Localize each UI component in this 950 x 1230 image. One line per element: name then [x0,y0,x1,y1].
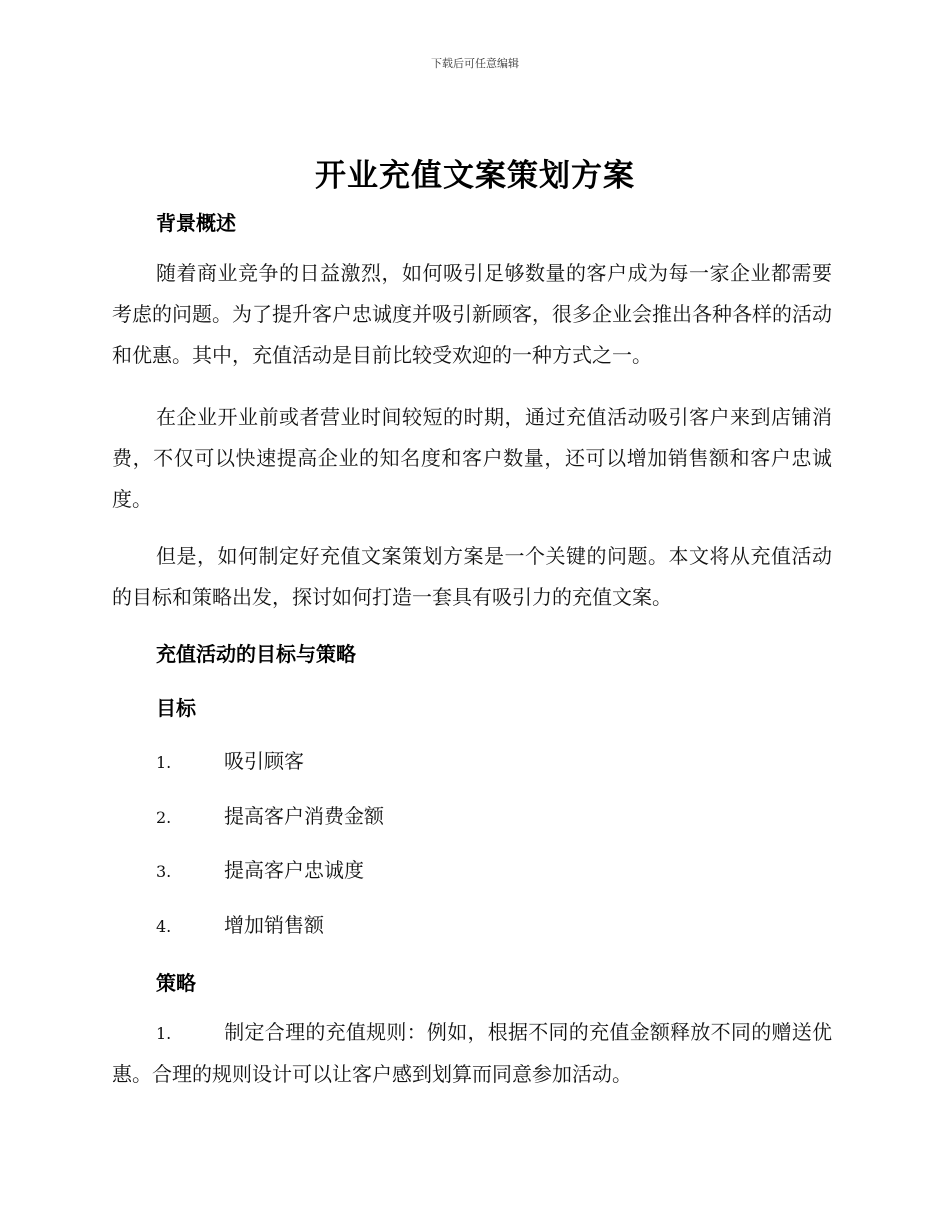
list-item [156,747,304,775]
paragraph: 但是，如何制定好充值文案策划方案是一个关键的问题。本文将从充值活动的目标和策略出发，探讨如何打造一套具有吸引力的充值文案。 [112,544,832,609]
list-item-number: 4. [156,917,172,936]
list-item-text: 增加销售额 [224,913,324,937]
section-heading-goals: 目标 [156,696,196,720]
paragraph: 随着商业竞争的日益激烈，如何吸引足够数量的客户成为每一家企业都需要考虑的问题。为了提升客户忠诚度并吸引新顾客，很多企业会推出各种各样的活动和优惠。其中，充值活动是目前比较受欢迎的一种方式之一。 [112,261,832,367]
list-item-text: 提高客户消费金额 [224,804,384,828]
section-heading-goals-strategy: 充值活动的目标与策略 [156,642,356,666]
list-item [156,911,324,939]
strategy-item [112,1012,832,1095]
list-item-text: 吸引顾客 [224,749,304,773]
paragraph: 在企业开业前或者营业时间较短的时期，通过充值活动吸引客户来到店铺消费，不仅可以快速提高企业的知名度和客户数量，还可以增加销售额和客户忠诚度。 [112,405,832,511]
list-item-text: 提高客户忠诚度 [224,858,364,882]
list-item-text: 制定合理的充值规则：例如，根据不同的充值金额释放不同的赠送优惠。合理的规则设计可以让客户感到划算而同意参加活动。 [112,1020,832,1086]
section-heading-background: 背景概述 [156,211,236,235]
list-item-number: 1. [156,1024,172,1043]
list-item [156,856,364,884]
section-heading-strategy: 策略 [156,971,196,995]
list-item-number: 3. [156,862,172,881]
list-item-number: 1. [156,753,172,772]
list-item [156,802,384,830]
header-note: 下载后可任意编辑 [431,57,519,70]
list-item-number: 2. [156,808,172,827]
document-title: 开业充值文案策划方案 [315,158,635,194]
